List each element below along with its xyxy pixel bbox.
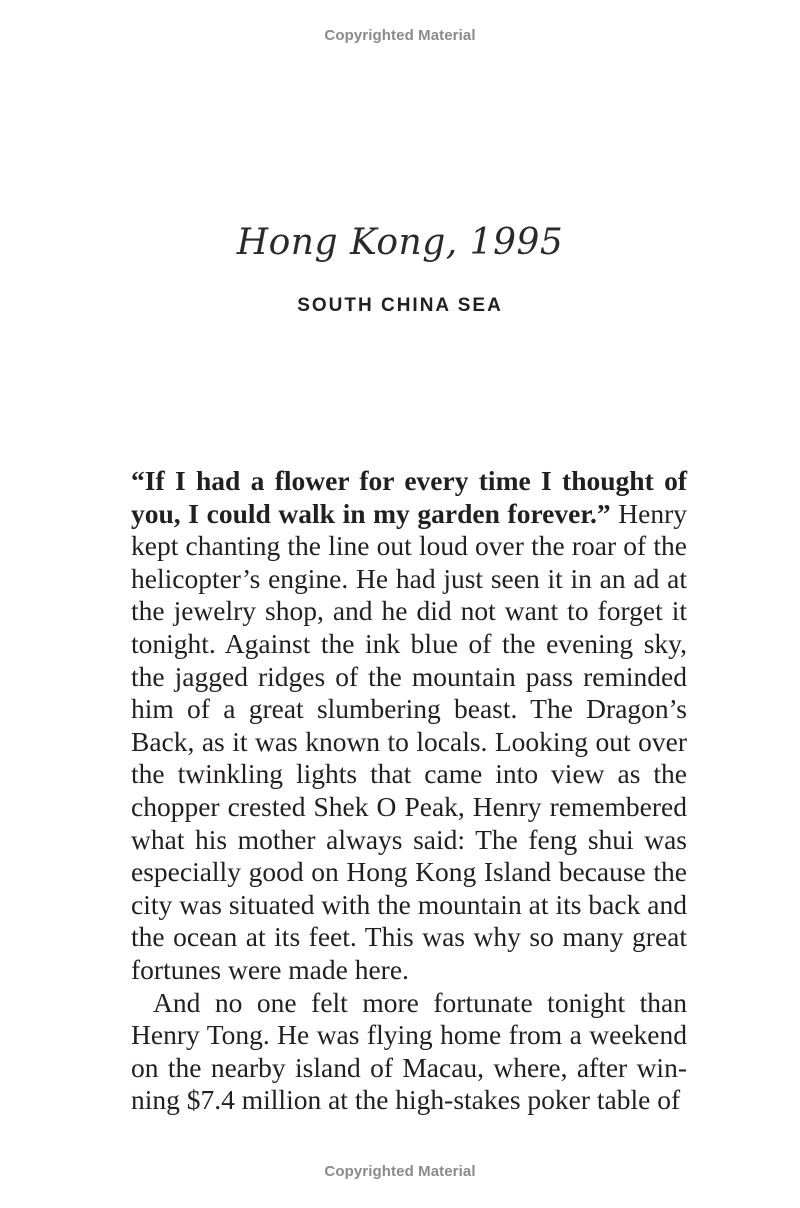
paragraph-1-text: Henry kept chanting the line out loud over the roar of the helicopter’s engine. He had just seen it in an ad at the jewelry shop, and he did not want to forget it tonight. Against the ink blue of the evening sky, the jagged ridges of the mountain pass reminded him of a great slumbering beast. The Dragon’s Back, as it was known to locals. Looking out over the twinkling lights that came into view as the chopper crested Shek O Peak, Henry remembered what his mother always said: The feng shui was especially good on Hong Kong Island because the city was situated with the mountain at its back and the ocean at its feet. This was why so many great fortunes were made here. xyxy=(131,497,687,985)
paragraph-lead-in: “If I had a flower for every time I thought of you, I could walk in my garden forever.” xyxy=(131,465,687,529)
paragraph-2: And no one felt more fortunate tonight than Henry Tong. He was flying home from a weekend on the nearby island of Macau, where, after winning $7.4 million at the high-stakes poker table of xyxy=(131,986,687,1116)
copyright-watermark-top: Copyrighted Material xyxy=(324,27,476,44)
copyright-watermark-bottom: Copyrighted Material xyxy=(324,1163,476,1180)
chapter-subtitle: SOUTH CHINA SEA xyxy=(297,295,503,316)
paragraph-1 xyxy=(131,465,687,987)
body-text xyxy=(131,465,687,1117)
chapter-title: Hong Kong, 1995 xyxy=(236,222,564,263)
